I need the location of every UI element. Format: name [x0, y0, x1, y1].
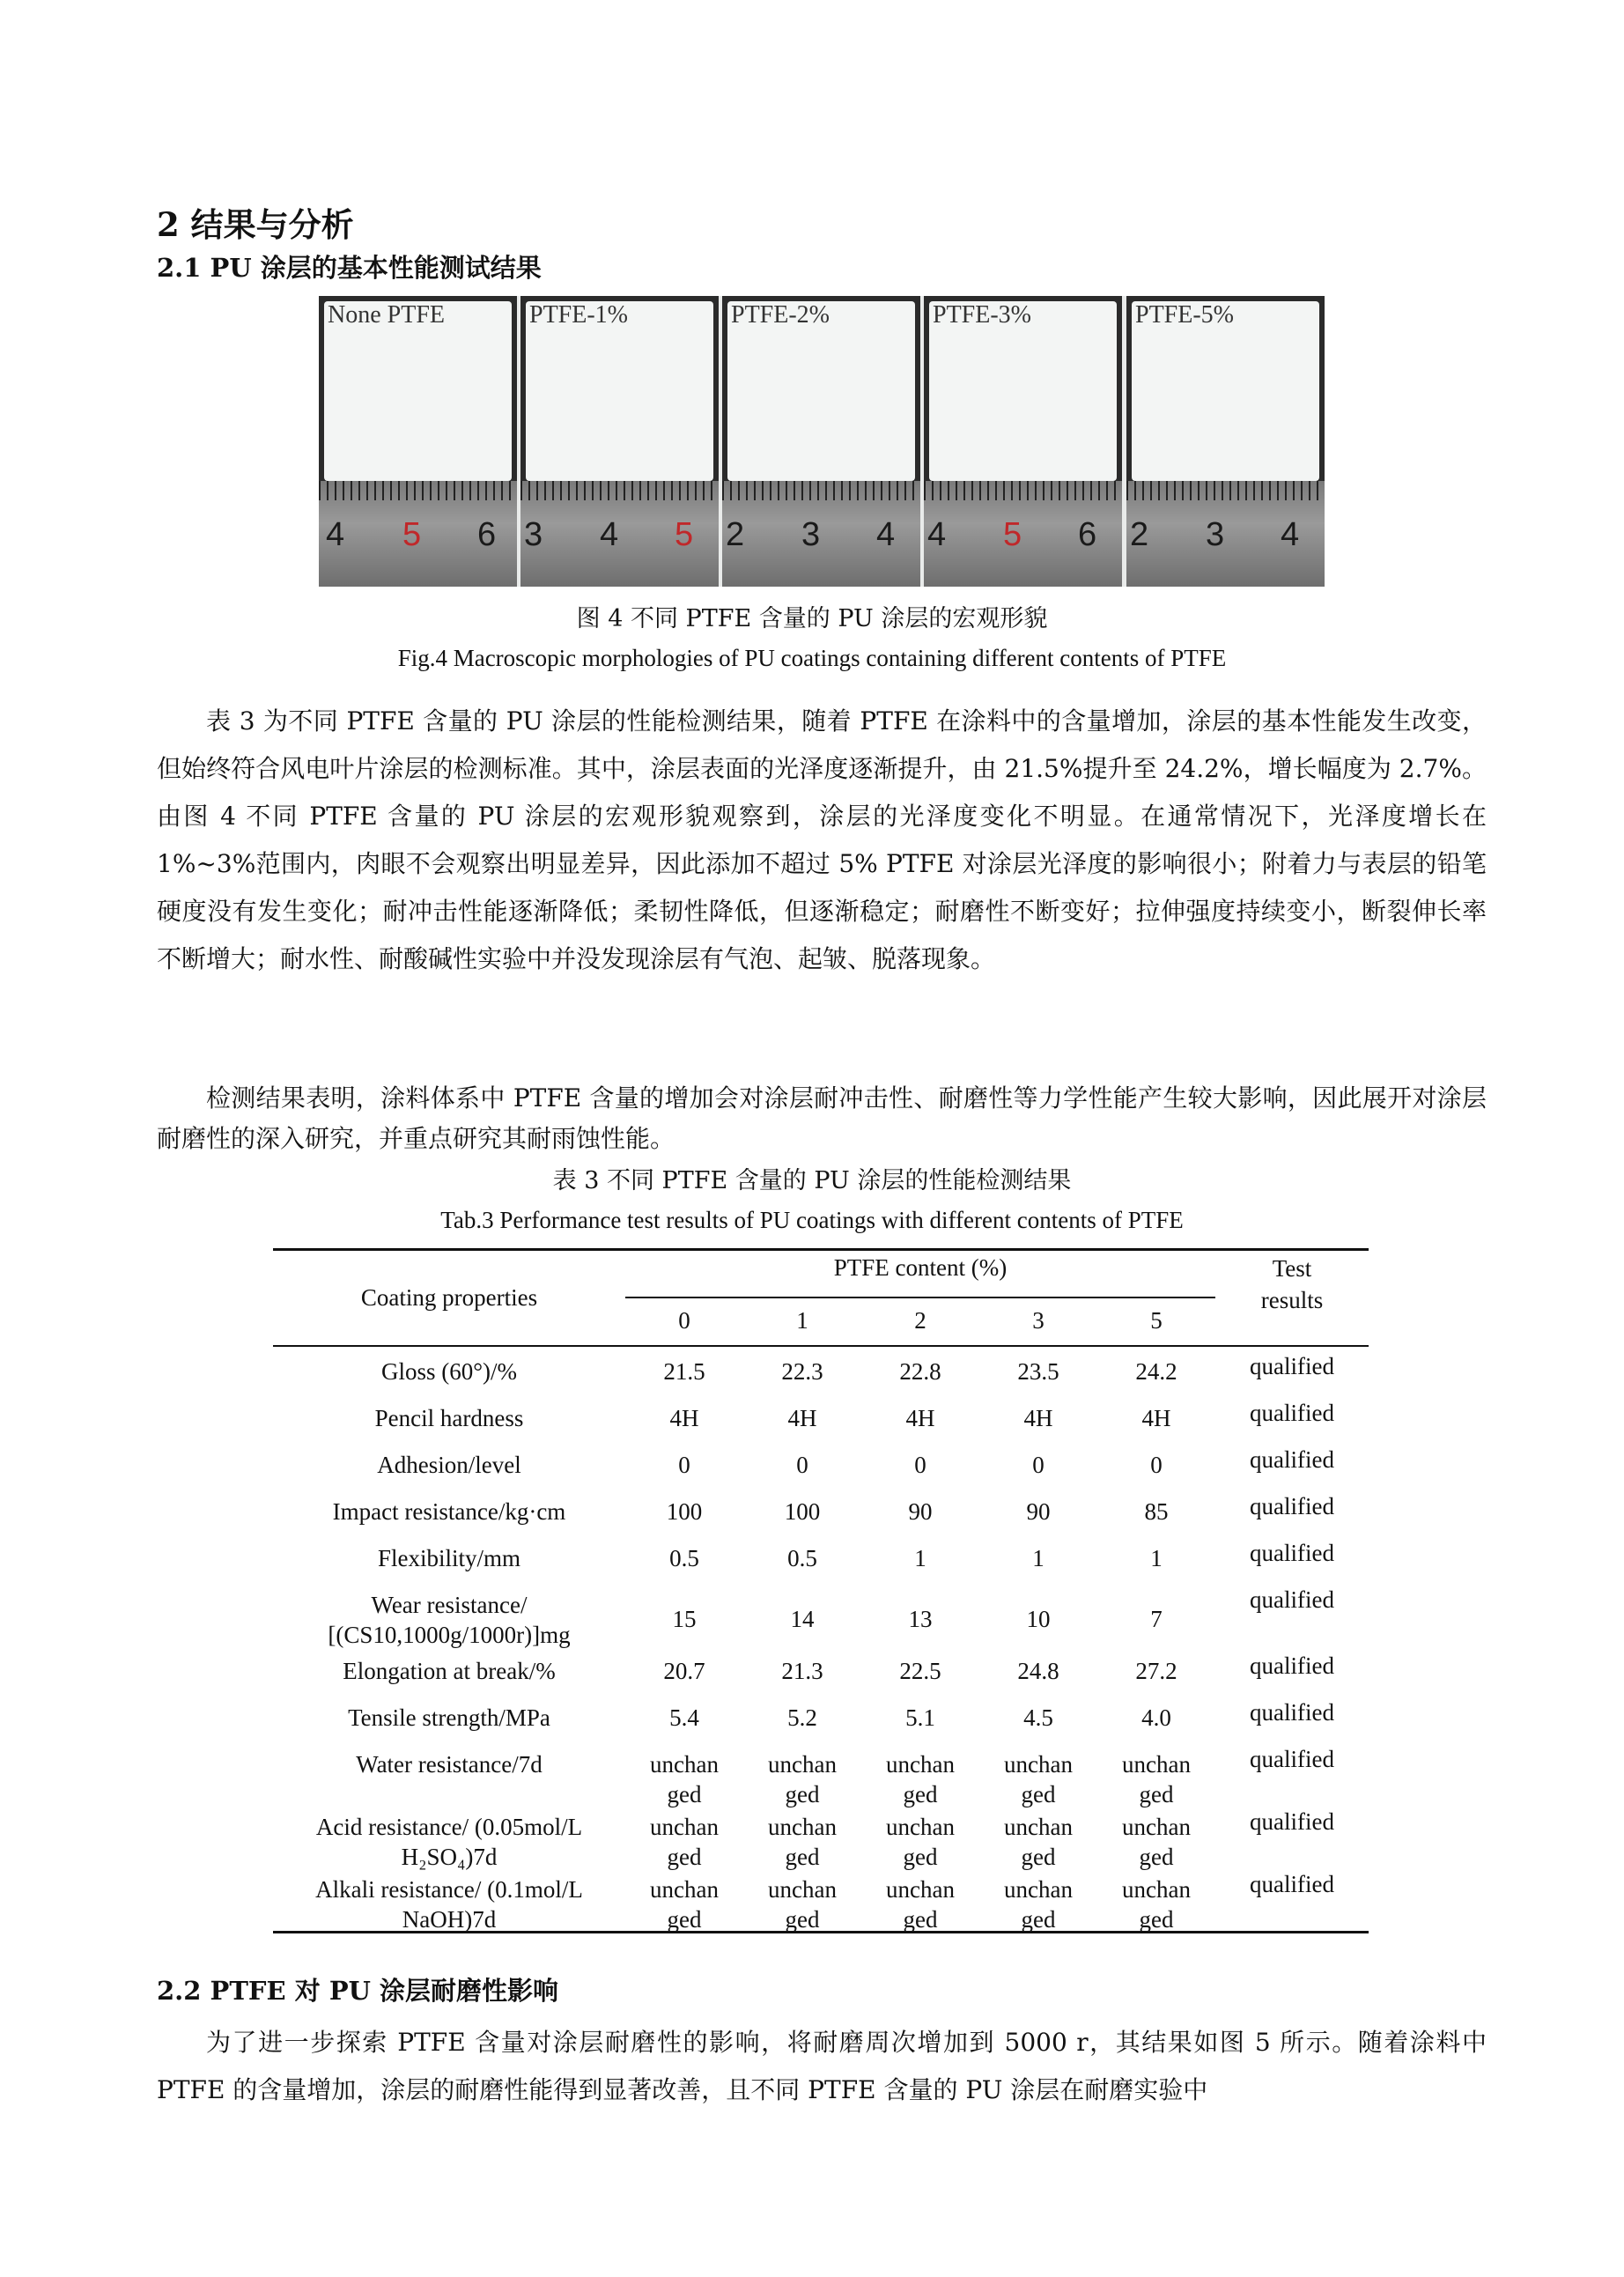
- row-result: qualified: [1250, 1746, 1334, 1772]
- row-value: unchan ged: [650, 1814, 719, 1870]
- row-value: 24.8: [1017, 1658, 1059, 1684]
- panel-label: PTFE-5%: [1135, 301, 1234, 329]
- ruler-number: 3: [524, 516, 543, 553]
- table-rule-top: [273, 1248, 1369, 1251]
- figure-panel: [1126, 296, 1325, 587]
- ruler-number: 4: [927, 516, 947, 553]
- figure-panel: [319, 296, 517, 587]
- row-property: Tensile strength/MPa: [348, 1704, 550, 1731]
- row-result: qualified: [1250, 1652, 1334, 1679]
- panel-label: PTFE-3%: [933, 301, 1031, 329]
- row-value: 4.5: [1023, 1704, 1053, 1731]
- row-result: qualified: [1250, 1540, 1334, 1566]
- row-value: 0: [678, 1452, 690, 1478]
- row-result: qualified: [1250, 1871, 1334, 1897]
- row-value: unchan ged: [1122, 1876, 1191, 1933]
- panel-label: PTFE-1%: [529, 301, 628, 329]
- row-result: qualified: [1250, 1493, 1334, 1519]
- ruler-number: 5: [675, 516, 694, 553]
- row-property: Flexibility/mm: [377, 1545, 520, 1571]
- row-value: 4H: [1141, 1405, 1171, 1431]
- row-property: Gloss (60°)/%: [380, 1358, 518, 1385]
- row-value: 5.4: [669, 1704, 699, 1731]
- row-value: 0.5: [669, 1545, 699, 1571]
- row-value: unchan ged: [1004, 1751, 1073, 1808]
- figure-caption-en: Fig.4 Macroscopic morphologies of PU coatings containing different contents of PTFE: [397, 645, 1227, 671]
- row-value: 5.1: [905, 1704, 935, 1731]
- paragraph-2: 检测结果表明，涂料体系中 PTFE 含量的增加会对涂层耐冲击性、耐磨性等力学性能产生较大影响，因此展开对涂层耐磨性的深入研究，并重点研究其耐雨蚀性能。: [157, 1083, 1487, 1153]
- row-value: 100: [666, 1498, 703, 1525]
- row-value: 4H: [1023, 1405, 1053, 1431]
- row-value: unchan ged: [768, 1876, 837, 1933]
- subsection-title-2-1: 2.1 PU 涂层的基本性能测试结果: [157, 253, 542, 283]
- row-property: Water resistance/7d: [356, 1751, 543, 1778]
- header-coating-properties: Coating properties: [360, 1284, 538, 1311]
- table-rule-mid: [625, 1297, 1215, 1298]
- ruler-number: 3: [1206, 516, 1225, 553]
- row-value: unchan ged: [768, 1814, 837, 1870]
- header-test-results: Test results: [1260, 1255, 1324, 1313]
- row-value: 4H: [669, 1405, 699, 1431]
- row-value: 14: [790, 1606, 815, 1632]
- row-value: 7: [1150, 1606, 1163, 1632]
- row-value: 23.5: [1017, 1358, 1059, 1385]
- subsection-title-2-2: 2.2 PTFE 对 PU 涂层耐磨性影响: [157, 1976, 559, 2006]
- row-value: unchan ged: [768, 1751, 837, 1808]
- row-value: 85: [1144, 1498, 1169, 1525]
- ruler-number: 2: [1130, 516, 1149, 553]
- row-property: Acid resistance/ (0.05mol/L H₂SO₄)7d: [315, 1814, 583, 1870]
- row-value: 1: [1150, 1545, 1163, 1571]
- ruler-number: 6: [477, 516, 497, 553]
- row-value: 0: [1150, 1452, 1163, 1478]
- ruler-number: 3: [801, 516, 821, 553]
- figure-caption-cn: 图 4 不同 PTFE 含量的 PU 涂层的宏观形貌: [576, 605, 1048, 632]
- ruler-number: 2: [726, 516, 745, 553]
- header-content-value: 2: [914, 1307, 926, 1334]
- ruler-number: 5: [1003, 516, 1022, 553]
- header-ptfe-content: PTFE content (%): [833, 1254, 1008, 1281]
- row-value: 90: [1026, 1498, 1051, 1525]
- row-value: 1: [914, 1545, 926, 1571]
- figure-panel: [924, 296, 1122, 587]
- row-result: qualified: [1250, 1699, 1334, 1726]
- paragraph-1: 表 3 为不同 PTFE 含量的 PU 涂层的性能检测结果，随着 PTFE 在涂料中的含量增加，涂层的基本性能发生改变，但始终符合风电叶片涂层的检测标准。其中，涂层表面的光泽度逐渐提升，由 21.5%提升至 24.2%，增长幅度为 2.7%。由图 4 不同 PTFE 含量的 PU 涂层的宏观形貌观察到，涂层的光泽度变化不明显。在通常情况下，光泽度增长在 1%~3%范围内，肉眼不会观察出明显差异，因此添加不超过 5% PTFE 对涂层光泽度的影响很小；附着力与表层的铅笔硬度没有发生变化；耐冲击性能逐渐降低；柔韧性降低，但逐渐稳定；耐磨性不断变好；拉伸强度持续变小，断裂伸长率不断增大；耐水性、耐酸碱性实验中并没发现涂层有气泡、起皱、脱落现象。: [157, 706, 1487, 973]
- row-value: 5.2: [787, 1704, 817, 1731]
- row-result: qualified: [1250, 1808, 1334, 1835]
- row-value: 22.3: [781, 1358, 823, 1385]
- row-value: 1: [1032, 1545, 1045, 1571]
- row-value: 27.2: [1135, 1658, 1177, 1684]
- row-property: Pencil hardness: [374, 1405, 524, 1431]
- panel-label: PTFE-2%: [731, 301, 830, 329]
- ruler-number: 4: [876, 516, 896, 553]
- ruler-number: 4: [600, 516, 619, 553]
- row-result: qualified: [1250, 1586, 1334, 1613]
- row-value: 22.8: [899, 1358, 941, 1385]
- row-property: Wear resistance/ [(CS10,1000g/1000r)]mg: [328, 1592, 571, 1648]
- row-property: Impact resistance/kg·cm: [332, 1498, 566, 1525]
- row-value: 13: [908, 1606, 933, 1632]
- header-content-value: 3: [1032, 1307, 1045, 1334]
- figure-panel: [722, 296, 920, 587]
- row-value: 20.7: [663, 1658, 705, 1684]
- row-value: 22.5: [899, 1658, 941, 1684]
- header-content-value: 1: [796, 1307, 808, 1334]
- row-result: qualified: [1250, 1400, 1334, 1426]
- table-caption-en: Tab.3 Performance test results of PU coatings with different contents of PTFE: [440, 1207, 1184, 1233]
- row-value: 100: [784, 1498, 821, 1525]
- ruler-number: 5: [402, 516, 422, 553]
- ruler-number: 6: [1078, 516, 1097, 553]
- row-value: 0: [1032, 1452, 1045, 1478]
- row-property: Adhesion/level: [377, 1452, 521, 1478]
- row-value: 21.5: [663, 1358, 705, 1385]
- row-value: unchan ged: [650, 1751, 719, 1808]
- row-result: qualified: [1250, 1446, 1334, 1473]
- ruler-number: 4: [326, 516, 345, 553]
- row-result: qualified: [1250, 1353, 1334, 1379]
- row-value: 0: [796, 1452, 808, 1478]
- row-value: 90: [908, 1498, 933, 1525]
- row-value: 24.2: [1135, 1358, 1177, 1385]
- row-value: 15: [672, 1606, 697, 1632]
- row-value: 4H: [787, 1405, 817, 1431]
- row-value: 4H: [905, 1405, 935, 1431]
- row-value: 0: [914, 1452, 926, 1478]
- row-value: unchan ged: [886, 1751, 955, 1808]
- row-value: unchan ged: [650, 1876, 719, 1933]
- table-caption-cn: 表 3 不同 PTFE 含量的 PU 涂层的性能检测结果: [552, 1167, 1072, 1194]
- figure-panel: [520, 296, 719, 587]
- row-property: Elongation at break/%: [343, 1658, 556, 1684]
- section-title: 2 结果与分析: [157, 205, 354, 244]
- panel-label: None PTFE: [328, 301, 445, 329]
- header-content-value: 5: [1150, 1307, 1163, 1334]
- row-value: 10: [1026, 1606, 1051, 1632]
- row-value: unchan ged: [886, 1876, 955, 1933]
- row-value: unchan ged: [1122, 1814, 1191, 1870]
- paragraph-3: 为了进一步探索 PTFE 含量对涂层耐磨性的影响，将耐磨周次增加到 5000 r，其结果如图 5 所示。随着涂料中 PTFE 的含量增加，涂层的耐磨性能得到显著改善，且不同 PTFE 含量的 PU 涂层在耐磨实验中: [157, 2028, 1487, 2104]
- row-value: unchan ged: [1004, 1876, 1073, 1933]
- figure-4-macroscopic-photos: [319, 296, 1325, 587]
- row-value: unchan ged: [1122, 1751, 1191, 1808]
- row-value: 4.0: [1141, 1704, 1171, 1731]
- header-content-value: 0: [678, 1307, 690, 1334]
- ruler-number: 4: [1281, 516, 1300, 553]
- row-value: 21.3: [781, 1658, 823, 1684]
- row-value: 0.5: [787, 1545, 817, 1571]
- row-property: Alkali resistance/ (0.1mol/L NaOH)7d: [315, 1876, 583, 1933]
- table-rule-header: [273, 1345, 1369, 1347]
- row-value: unchan ged: [886, 1814, 955, 1870]
- row-value: unchan ged: [1004, 1814, 1073, 1870]
